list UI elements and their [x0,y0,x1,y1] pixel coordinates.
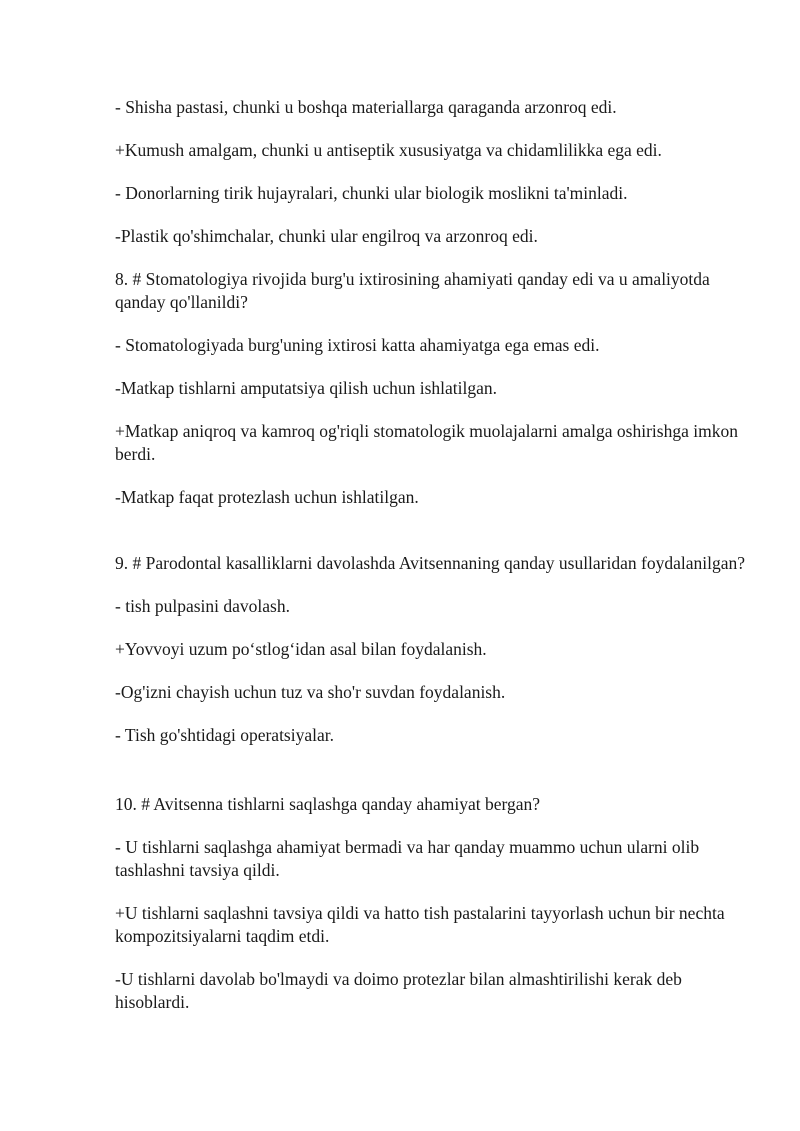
question-8: 8. # Stomatologiya rivojida burg'u ixtirosining ahamiyati qanday edi va u amaliyotda qanday qo'llanildi? [115,269,710,312]
answer-option: -Matkap faqat protezlash uchun ishlatilgan. [115,487,419,507]
answer-option-correct: +U tishlarni saqlashni tavsiya qildi va hatto tish pastalarini tayyorlash uchun bir nechta kompozitsiyalarni taqdim etdi. [115,903,725,946]
answer-option: -Plastik qo'shimchalar, chunki ular engilroq va arzonroq edi. [115,226,538,246]
answer-option: -Og'izni chayish uchun tuz va sho'r suvdan foydalanish. [115,682,506,702]
answer-option: - Stomatologiyada burg'uning ixtirosi katta ahamiyatga ega emas edi. [115,335,600,355]
answer-option: - Donorlarning tirik hujayralari, chunki ular biologik moslikni ta'minladi. [115,183,628,203]
document-content [115,96,755,1034]
question-9: 9. # Parodontal kasalliklarni davolashda Avitsennaning qanday usullaridan foydalanilgan? [115,553,745,573]
question-10: 10. # Avitsenna tishlarni saqlashga qanday ahamiyat bergan? [115,794,541,814]
answer-option: -U tishlarni davolab bo'lmaydi va doimo protezlar bilan almashtirilishi kerak deb hisoblardi. [115,969,682,1012]
answer-option-correct: +Yovvoyi uzum po‘stlog‘idan asal bilan foydalanish. [115,639,487,659]
answer-option: - Shisha pastasi, chunki u boshqa materiallarga qaraganda arzonroq edi. [115,97,617,117]
answer-option-correct: +Matkap aniqroq va kamroq og'riqli stomatologik muolajalarni amalga oshirishga imkon berdi. [115,421,738,464]
answer-option-correct: +Kumush amalgam, chunki u antiseptik xususiyatga va chidamlilikka ega edi. [115,140,662,160]
answer-option: - Tish go'shtidagi operatsiyalar. [115,725,334,745]
answer-option: - tish pulpasini davolash. [115,596,290,616]
answer-option: -Matkap tishlarni amputatsiya qilish uchun ishlatilgan. [115,378,498,398]
answer-option: - U tishlarni saqlashga ahamiyat bermadi va har qanday muammo uchun ularni olib tashlashni tavsiya qildi. [115,837,700,880]
